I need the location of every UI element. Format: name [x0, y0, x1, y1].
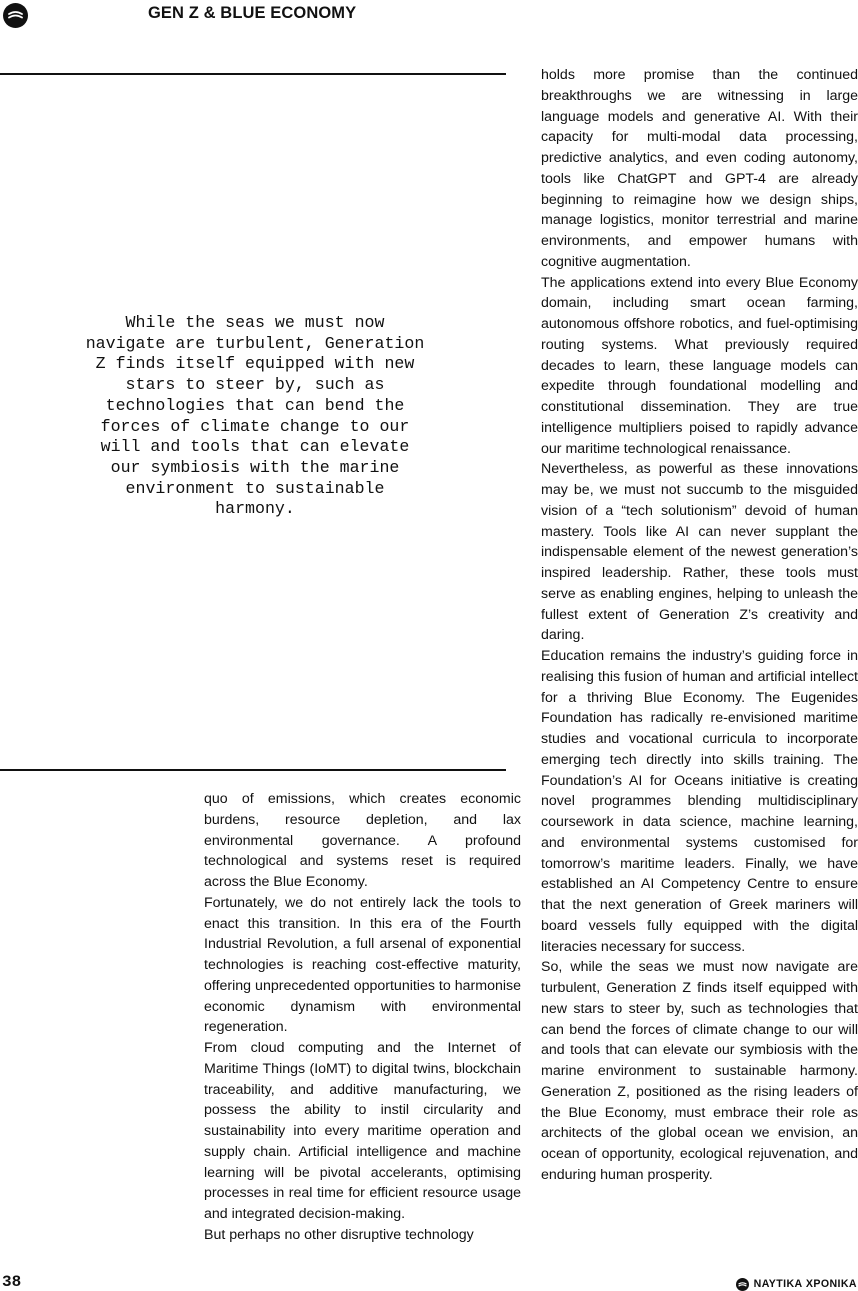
article-right-column — [541, 65, 858, 1186]
paragraph: From cloud computing and the Internet of Maritime Things (IoMT) to digital twins, blockchain traceability, and additive manufacturing, we possess the ability to instil circularity and sustainability into every maritime operation and supply chain. Artificial intelligence and machine learning will be pivotal accelerants, optimising processes in real time for efficient resource usage and integrated decision-making. — [204, 1040, 521, 1222]
paragraph: So, while the seas we must now navigate are turbulent, Generation Z finds itself equipped with new stars to steer by, such as technologies that can bend the forces of climate change to our will and tools that can elevate our symbiosis with the marine environment to sustainable harmony. Generation Z, positioned as the rising leaders of the Blue Economy, must embrace their role as architects of the global ocean we envision, an ocean of opportunity, ecological rejuvenation, and enduring human prosperity. — [541, 959, 858, 1183]
pull-quote: While the seas we must now navigate are turbulent, Generation Z finds itself equipped with new stars to steer by, such as technologies that can bend the forces of climate change to our will and tools that can elevate our symbiosis with the marine environment to sustainable harmony. — [85, 313, 425, 519]
paragraph: quo of emissions, which creates economic burdens, resource depletion, and lax environmental governance. A profound technological and systems reset is required across the Blue Economy. — [204, 791, 521, 890]
publication-footer — [736, 1276, 857, 1291]
section-title: GEN Z & BLUE ECONOMY — [148, 4, 357, 22]
paragraph: holds more promise than the continued breakthroughs we are witnessing in large language models and generative AI. With their capacity for multi-modal data processing, predictive analytics, and even coding autonomy, tools like ChatGPT and GPT-4 are already beginning to reimagine how we design ships, manage logistics, monitor terrestrial and marine environments, and empower humans with cognitive augmentation. — [541, 67, 858, 270]
pull-quote-top-rule — [0, 73, 506, 75]
paragraph: The applications extend into every Blue Economy domain, including smart ocean farming, autonomous offshore robotics, and fuel-optimising routing systems. What previously required decades to learn, these language models can expedite through foundational modelling and constitutional dissemination. They are true intelligence multipliers poised to rapidly advance our maritime technological renaissance. — [541, 274, 858, 457]
paragraph: But perhaps no other disruptive technology — [204, 1226, 474, 1243]
page-number: 38 — [2, 1273, 22, 1291]
publication-logo-icon — [736, 1278, 749, 1291]
paragraph: Fortunately, we do not entirely lack the tools to enact this transition. In this era of the Fourth Industrial Revolution, a full arsenal of exponential technologies is reaching cost-effective maturity, offering unprecedented opportunities to harmonise economic dynamism with environmental regeneration. — [204, 894, 521, 1036]
paragraph: Education remains the industry’s guiding force in realising this fusion of human and artificial intellect for a thriving Blue Economy. The Eugenides Foundation has radically re-envisioned maritime studies and vocational curricula to incorporate emerging tech directly into skills training. The Foundation’s AI for Oceans initiative is creating novel programmes blending multidisciplinary coursework in data science, machine learning, and environmental systems customised for tomorrow’s maritime leaders. Finally, we have established an AI Competency Centre to ensure that the next generation of Greek mariners will board vessels fully equipped with the digital literacies necessary for success. — [541, 648, 858, 955]
pull-quote-bottom-rule — [0, 769, 506, 771]
article-left-column — [204, 789, 521, 1246]
paragraph: Nevertheless, as powerful as these innovations may be, we must not succumb to the misguided vision of a “tech solutionism” devoid of human mastery. Tools like AI can never supplant the indispensable element of the newest generation’s inspired leadership. Rather, these tools must serve as enabling engines, helping to unleash the fullest extent of Generation Z’s creativity and daring. — [541, 461, 858, 644]
publication-logo-icon — [3, 3, 28, 28]
publication-name: ΝΑΥΤΙΚΑ ΧΡΟΝΙΚΑ — [753, 1278, 857, 1290]
